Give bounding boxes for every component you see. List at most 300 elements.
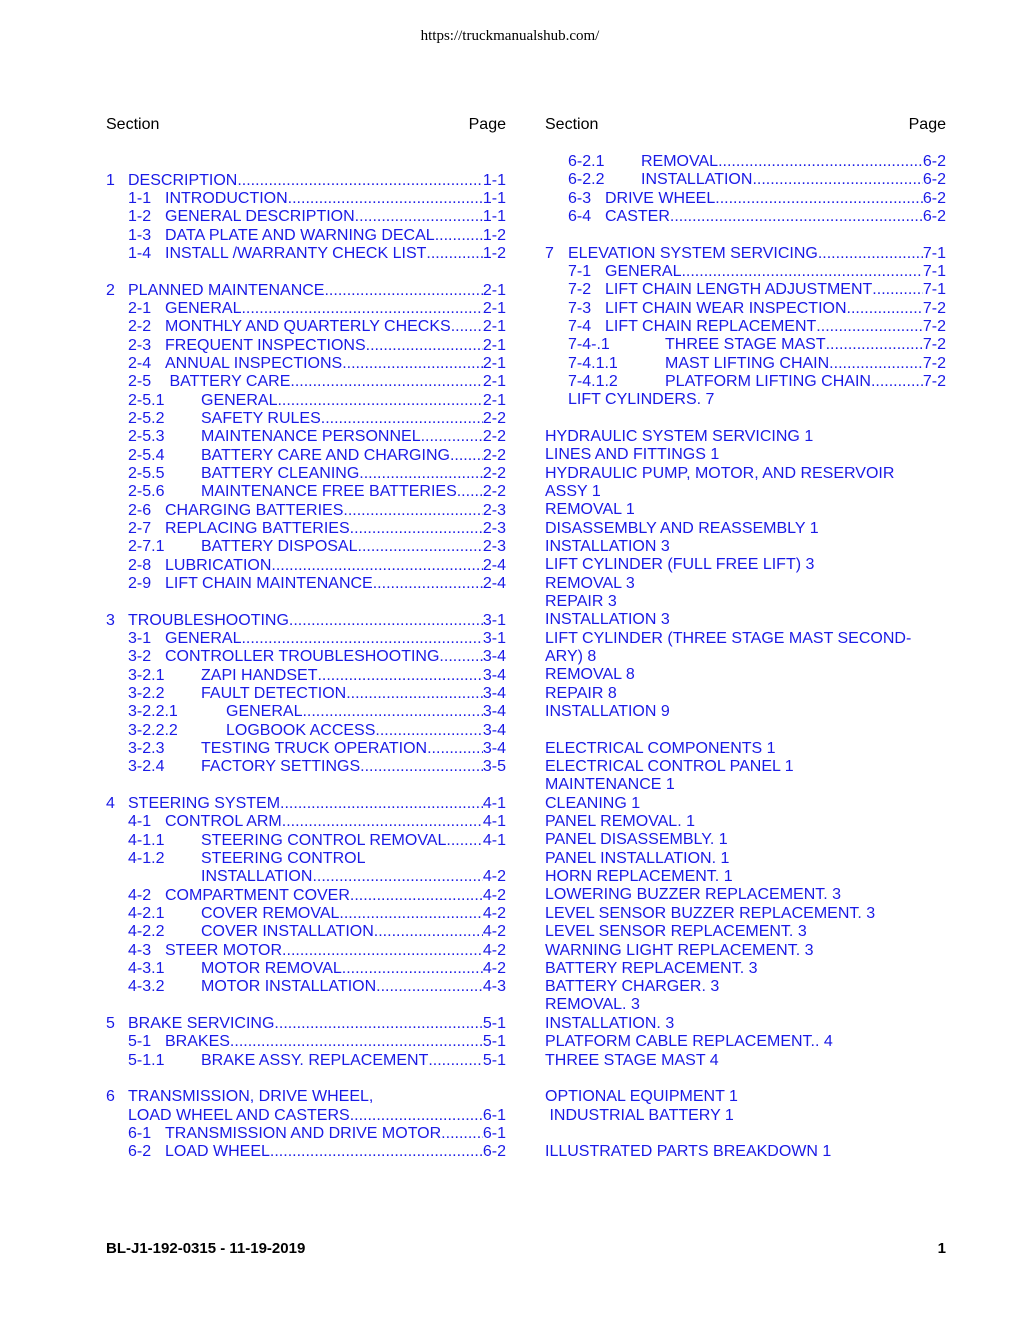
toc-entry-page: 4-2 — [482, 923, 506, 940]
toc-entry-title: CHARGING BATTERIES — [165, 502, 344, 519]
toc-entry-illustrated-parts-breakdown-1[interactable] — [545, 1143, 946, 1161]
toc-entry-level-sensor-buzzer-replacement-3[interactable] — [545, 905, 946, 923]
dot-leader — [317, 667, 482, 685]
toc-entry-title: MAST LIFTING CHAIN — [665, 355, 830, 372]
toc-entry-testing-truck-operation[interactable] — [106, 740, 506, 758]
toc-entry-title: LOAD WHEEL AND CASTERS — [128, 1107, 350, 1124]
toc-entry-title: DISASSEMBLY AND REASSEMBLY 1 — [545, 520, 819, 537]
toc-entry-brake-servicing[interactable] — [106, 1015, 506, 1033]
toc-right-header — [545, 116, 946, 134]
dot-leader — [343, 502, 482, 520]
toc-entry-title: BATTERY CHARGER. 3 — [545, 978, 720, 995]
toc-entry-number: 2-2 — [128, 318, 152, 335]
toc-entry-page: 7-2 — [922, 336, 946, 353]
toc-entry-fault-detection[interactable] — [106, 685, 506, 703]
toc-entry-number: 4-1.2 — [128, 850, 165, 867]
toc-entry-install-warranty-check-list[interactable] — [106, 245, 506, 263]
toc-entry-page: 7-2 — [922, 355, 946, 372]
dot-leader — [355, 208, 483, 226]
dot-leader — [681, 263, 922, 281]
toc-entry-title: LEVEL SENSOR BUZZER REPLACEMENT. 3 — [545, 905, 876, 922]
toc-entry-page: 4-2 — [482, 960, 506, 977]
toc-entry-title: MAINTENANCE 1 — [545, 776, 675, 793]
toc-entry-motor-removal[interactable] — [106, 960, 506, 978]
toc-entry-installation-3[interactable] — [545, 1015, 946, 1033]
toc-entry-page: 6-1 — [482, 1107, 506, 1124]
toc-entry-lift-chain-maintenance[interactable] — [106, 575, 506, 593]
dot-leader — [752, 171, 922, 189]
toc-entry-general-description[interactable] — [106, 208, 506, 226]
toc-entry-removal[interactable] — [545, 153, 946, 171]
toc-entry-planned-maintenance[interactable] — [106, 282, 506, 300]
toc-entry-title: FACTORY SETTINGS — [201, 758, 361, 775]
toc-entry-removal-1[interactable] — [545, 501, 946, 519]
toc-entry-number: 2-5.6 — [128, 483, 165, 500]
dot-leader — [818, 245, 923, 263]
toc-entry-removal-8[interactable] — [545, 666, 946, 684]
toc-entry-title: INSTALLATION. 3 — [545, 1015, 675, 1032]
toc-entry-title: CASTER. — [605, 208, 675, 225]
toc-entry-warning-light-replacement-3[interactable] — [545, 942, 946, 960]
toc-entry-title: STEERING CONTROL — [201, 850, 366, 867]
toc-entry-title: LUBRICATION — [165, 557, 272, 574]
toc-entry-annual-inspections[interactable] — [106, 355, 506, 373]
toc-entry-charging-batteries[interactable] — [106, 502, 506, 520]
toc-entry-battery-disposal[interactable] — [106, 538, 506, 556]
toc-entry-controller-troubleshooting[interactable] — [106, 648, 506, 666]
toc-entry-title: SAFETY RULES — [201, 410, 321, 427]
toc-entry-steering-control-removal[interactable] — [106, 832, 506, 850]
toc-entry-hydraulic-system-servicing-1[interactable] — [545, 428, 946, 446]
toc-entry-page: 7-1 — [922, 281, 946, 298]
toc-entry-title: TESTING TRUCK OPERATION. — [201, 740, 432, 757]
toc-entry-title: DESCRIPTION — [128, 172, 238, 189]
toc-entry-title: OPTIONAL EQUIPMENT 1 — [545, 1088, 738, 1105]
toc-entry-page: 2-2 — [482, 428, 506, 445]
toc-entry-number: 6-2.1 — [568, 153, 605, 170]
toc-entry-page: 3-1 — [482, 612, 506, 629]
toc-entry-installation[interactable] — [106, 868, 506, 886]
toc-entry-installation-3[interactable] — [545, 538, 946, 556]
toc-entry-number: 4-3 — [128, 942, 152, 959]
toc-entry-title: REMOVAL 8 — [545, 666, 635, 683]
toc-entry-caster[interactable] — [545, 208, 946, 226]
toc-entry-page: 4-3 — [482, 978, 506, 995]
toc-entry-platform-cable-replacement-4[interactable] — [545, 1033, 946, 1051]
toc-entry-disassembly-and-reassembly-1[interactable] — [545, 520, 946, 538]
toc-entry-page: 3-1 — [482, 630, 506, 647]
toc-entry-number: 2-5.5 — [128, 465, 165, 482]
toc-entry-page: 3-4 — [482, 648, 506, 665]
toc-entry-title: INSTALLATION — [641, 171, 753, 188]
dot-leader — [302, 703, 482, 721]
toc-entry-title: LOGBOOK ACCESS — [226, 722, 376, 739]
toc-entry-number: 7-4-.1 — [568, 336, 610, 353]
toc-entry-title: GENERAL — [165, 300, 242, 317]
dot-leader — [342, 960, 483, 978]
toc-entry-page: 3-4 — [482, 667, 506, 684]
toc-entry-number: 4-3.2 — [128, 978, 165, 995]
toc-entry-title: LIFT CHAIN WEAR INSPECTION — [605, 300, 847, 317]
toc-entry-page: 1-1 — [482, 172, 506, 189]
toc-entry-title: GENERAL — [201, 392, 278, 409]
toc-entry-number: 3-2.3 — [128, 740, 165, 757]
dot-leader — [312, 868, 482, 886]
toc-entry-number: 7 — [545, 245, 554, 262]
toc-entry-load-wheel[interactable] — [106, 1143, 506, 1161]
toc-entry-installation-9[interactable] — [545, 703, 946, 721]
dot-leader — [290, 373, 483, 391]
dot-leader — [847, 300, 923, 318]
toc-entry-page: 5-1 — [482, 1052, 506, 1069]
toc-entry-data-plate-and-warning-decal[interactable] — [106, 227, 506, 245]
toc-entry-installation-3[interactable] — [545, 611, 946, 629]
toc-entry-title: LIFT CYLINDERS. 7 — [568, 391, 715, 408]
toc-entry-ary-8[interactable] — [545, 648, 946, 666]
toc-entry-introduction[interactable] — [106, 190, 506, 208]
toc-entry-three-stage-mast-4[interactable] — [545, 1052, 946, 1070]
toc-entry-drive-wheel[interactable] — [545, 190, 946, 208]
dot-leader — [381, 978, 483, 996]
toc-entry-battery-charger-3[interactable] — [545, 978, 946, 996]
toc-entry-title: CONTROL ARM — [165, 813, 282, 830]
dot-leader — [289, 612, 483, 630]
toc-entry-title: MOTOR INSTALLATION. — [201, 978, 381, 995]
toc-entry-number: 2-5.3 — [128, 428, 165, 445]
section-column-label: Section — [106, 116, 160, 133]
toc-entry-platform-lifting-chain[interactable] — [545, 373, 946, 391]
toc-entry-electrical-components-1[interactable] — [545, 740, 946, 758]
toc-entry-page: 2-2 — [482, 447, 506, 464]
toc-entry-page: 2-1 — [482, 300, 506, 317]
page-number: 1 — [937, 1240, 946, 1257]
toc-entry-title: BATTERY CARE AND CHARGING — [201, 447, 450, 464]
toc-entry-description[interactable] — [106, 172, 506, 190]
toc-entry-lift-cylinder-three-stage-mast-second[interactable] — [545, 630, 946, 648]
toc-entry-panel-disassembly-1[interactable] — [545, 831, 946, 849]
dot-leader — [421, 428, 483, 446]
toc-entry-lift-chain-wear-inspection[interactable] — [545, 300, 946, 318]
toc-entry-title: STEER MOTOR — [165, 942, 283, 959]
toc-entry-replacing-batteries[interactable] — [106, 520, 506, 538]
dot-leader — [360, 758, 483, 776]
toc-entry-maintenance-personnel[interactable] — [106, 428, 506, 446]
toc-entry-general[interactable] — [106, 392, 506, 410]
dot-leader — [274, 1143, 483, 1161]
toc-entry-page: 2-1 — [482, 373, 506, 390]
toc-entry-lift-cylinders-7[interactable] — [545, 391, 946, 409]
dot-leader — [274, 1015, 482, 1033]
toc-entry-safety-rules[interactable] — [106, 410, 506, 428]
toc-entry-title: BRAKE ASSY. REPLACEMENT — [201, 1052, 429, 1069]
dot-leader — [674, 208, 923, 226]
toc-entry-horn-replacement-1[interactable] — [545, 868, 946, 886]
toc-entry-page: 2-2 — [482, 465, 506, 482]
toc-entry-logbook-access[interactable] — [106, 722, 506, 740]
toc-entry-removal-3[interactable] — [545, 996, 946, 1014]
toc-entry-page: 2-3 — [482, 520, 506, 537]
toc-entry-steering-system[interactable] — [106, 795, 506, 813]
dot-leader — [377, 575, 483, 593]
toc-entry-lift-chain-length-adjustment[interactable] — [545, 281, 946, 299]
toc-entry-maintenance-1[interactable] — [545, 776, 946, 794]
toc-entry-maintenance-free-batteries[interactable] — [106, 483, 506, 501]
toc-entry-title: LINES AND FITTINGS 1 — [545, 446, 720, 463]
toc-entry-electrical-control-panel-1[interactable] — [545, 758, 946, 776]
toc-entry-level-sensor-replacement-3[interactable] — [545, 923, 946, 941]
toc-entry-load-wheel-and-casters[interactable] — [106, 1107, 506, 1125]
dot-leader — [277, 392, 482, 410]
toc-entry-battery-care[interactable] — [106, 373, 506, 391]
toc-entry-page: 3-4 — [482, 703, 506, 720]
toc-entry-number: 4 — [106, 795, 115, 812]
toc-entry-title: HYDRAULIC SYSTEM SERVICING 1 — [545, 428, 814, 445]
toc-entry-number: 1 — [106, 172, 115, 189]
toc-entry-page: 2-4 — [482, 575, 506, 592]
toc-entry-general[interactable] — [106, 300, 506, 318]
dot-leader — [428, 1052, 483, 1070]
toc-entry-number: 2-9 — [128, 575, 152, 592]
toc-entry-title: MONTHLY AND QUARTERLY CHECKS — [165, 318, 451, 335]
toc-entry-title: ZAPI HANDSET — [201, 667, 318, 684]
dot-leader — [350, 520, 483, 538]
toc-entry-panel-removal-1[interactable] — [545, 813, 946, 831]
toc-entry-number: 3-1 — [128, 630, 152, 647]
page-footer — [106, 1240, 946, 1260]
toc-entry-page: 7-1 — [922, 245, 946, 262]
toc-entry-title: TROUBLESHOOTING — [128, 612, 289, 629]
dot-leader — [432, 740, 483, 758]
toc-entry-title: REPLACING BATTERIES — [165, 520, 350, 537]
toc-entry-page: 2-1 — [482, 355, 506, 372]
toc-entry-title: REMOVAL — [641, 153, 719, 170]
toc-entry-steer-motor[interactable] — [106, 942, 506, 960]
toc-entry-page: 2-1 — [482, 318, 506, 335]
toc-entry-assy-1[interactable] — [545, 483, 946, 501]
toc-entry-number: 2-5.1 — [128, 392, 165, 409]
toc-entry-title: INDUSTRIAL BATTERY 1 — [545, 1107, 734, 1124]
dot-leader — [871, 373, 923, 391]
toc-entry-optional-equipment-1[interactable] — [545, 1088, 946, 1106]
toc-entry-title: PLANNED MAINTENANCE — [128, 282, 325, 299]
toc-entry-monthly-and-quarterly-checks[interactable] — [106, 318, 506, 336]
toc-entry-page: 3-4 — [482, 685, 506, 702]
toc-entry-general[interactable] — [106, 630, 506, 648]
toc-entry-page: 4-1 — [482, 832, 506, 849]
toc-entry-title: INSTALLATION — [201, 868, 313, 885]
toc-entry-battery-care-and-charging[interactable] — [106, 447, 506, 465]
dot-leader — [282, 813, 483, 831]
toc-entry-compartment-cover[interactable] — [106, 887, 506, 905]
dot-leader — [816, 318, 923, 336]
dot-leader — [280, 795, 483, 813]
toc-entry-battery-replacement-3[interactable] — [545, 960, 946, 978]
toc-entry-page: 2-1 — [482, 337, 506, 354]
toc-entry-page: 2-1 — [482, 282, 506, 299]
toc-entry-control-arm[interactable] — [106, 813, 506, 831]
toc-entry-cleaning-1[interactable] — [545, 795, 946, 813]
toc-entry-cover-installation[interactable] — [106, 923, 506, 941]
toc-left-header — [106, 116, 506, 134]
toc-entry-page: 4-1 — [482, 795, 506, 812]
toc-entry-title: DRIVE WHEEL — [605, 190, 716, 207]
toc-entry-title: ELECTRICAL CONTROL PANEL 1 — [545, 758, 794, 775]
toc-entry-page: 1-1 — [482, 190, 506, 207]
dot-leader — [346, 685, 483, 703]
toc-entry-troubleshooting[interactable] — [106, 612, 506, 630]
toc-entry-number: 7-4 — [568, 318, 592, 335]
toc-entry-page: 7-1 — [922, 263, 946, 280]
toc-entry-number: 1-2 — [128, 208, 152, 225]
dot-leader — [282, 942, 483, 960]
toc-entry-transmission-drive-wheel[interactable] — [106, 1088, 506, 1106]
toc-entry-page: 6-1 — [482, 1125, 506, 1142]
toc-entry-page: 5-1 — [482, 1033, 506, 1050]
toc-entry-title: PANEL REMOVAL. 1 — [545, 813, 695, 830]
toc-entry-zapi-handset[interactable] — [106, 667, 506, 685]
toc-entry-page: 4-2 — [482, 905, 506, 922]
toc-entry-lowering-buzzer-replacement-3[interactable] — [545, 886, 946, 904]
toc-entry-number: 2-6 — [128, 502, 152, 519]
dot-leader — [237, 172, 483, 190]
toc-entry-title: LIFT CYLINDER (THREE STAGE MAST SECOND- — [545, 630, 912, 647]
dot-leader — [324, 282, 482, 300]
page-column-label: Page — [468, 116, 506, 133]
dot-leader — [446, 1125, 483, 1143]
toc-entry-number: 7-3 — [568, 300, 592, 317]
dot-leader — [241, 300, 482, 318]
toc-entry-page: 5-1 — [482, 1015, 506, 1032]
toc-entry-transmission-and-drive-motor[interactable] — [106, 1125, 506, 1143]
toc-entry-page: 1-2 — [482, 245, 506, 262]
dot-leader — [451, 318, 483, 336]
toc-entry-title: BATTERY CLEANING — [201, 465, 360, 482]
toc-entry-number: 4-1 — [128, 813, 152, 830]
toc-entry-page: 4-2 — [482, 942, 506, 959]
toc-entry-number: 1-4 — [128, 245, 152, 262]
toc-entry-number: 7-4.1.1 — [568, 355, 618, 372]
dot-leader — [829, 355, 923, 373]
dot-leader — [426, 245, 482, 263]
toc-entry-title: ILLUSTRATED PARTS BREAKDOWN 1 — [545, 1143, 832, 1160]
toc-entry-brakes[interactable] — [106, 1033, 506, 1051]
toc-entry-page: 2-2 — [482, 483, 506, 500]
toc-entry-industrial-battery-1[interactable] — [545, 1107, 946, 1125]
toc-entry-title: ANNUAL INSPECTIONS — [165, 355, 343, 372]
toc-entry-mast-lifting-chain[interactable] — [545, 355, 946, 373]
toc-entry-title: INSTALL /WARRANTY CHECK LIST — [165, 245, 427, 262]
toc-entry-hydraulic-pump-motor-and-reservoir[interactable] — [545, 465, 946, 483]
toc-entry-steering-control[interactable] — [106, 850, 506, 868]
toc-entry-page: 6-2 — [922, 153, 946, 170]
toc-entry-removal-3[interactable] — [545, 575, 946, 593]
toc-entry-title: MAINTENANCE PERSONNEL — [201, 428, 421, 445]
toc-entry-title: THREE STAGE MAST 4 — [545, 1052, 719, 1069]
toc-entry-repair-8[interactable] — [545, 685, 946, 703]
toc-entry-lubrication[interactable] — [106, 557, 506, 575]
toc-entry-three-stage-mast[interactable] — [545, 336, 946, 354]
toc-entry-title: FREQUENT INSPECTIONS — [165, 337, 366, 354]
toc-entry-brake-assy-replacement[interactable] — [106, 1052, 506, 1070]
toc-entry-panel-installation-1[interactable] — [545, 850, 946, 868]
toc-entry-title: GENERAL — [605, 263, 682, 280]
toc-entry-number: 2 — [106, 282, 115, 299]
toc-entry-title: LEVEL SENSOR REPLACEMENT. 3 — [545, 923, 807, 940]
toc-entry-title: CLEANING 1 — [545, 795, 641, 812]
dot-leader — [457, 483, 483, 501]
toc-entry-number: 4-2.1 — [128, 905, 165, 922]
dot-leader — [358, 538, 483, 556]
toc-entry-title: INTRODUCTION — [165, 190, 288, 207]
toc-entry-general[interactable] — [106, 703, 506, 721]
toc-entry-installation[interactable] — [545, 171, 946, 189]
toc-entry-title: TRANSMISSION, DRIVE WHEEL, — [128, 1088, 374, 1105]
toc-entry-general[interactable] — [545, 263, 946, 281]
toc-entry-title: TRANSMISSION AND DRIVE MOTOR. — [165, 1125, 446, 1142]
toc-entry-page: 2-1 — [482, 392, 506, 409]
toc-entry-factory-settings[interactable] — [106, 758, 506, 776]
toc-entry-page: 1-2 — [482, 227, 506, 244]
toc-entry-title: LOWERING BUZZER REPLACEMENT. 3 — [545, 886, 842, 903]
toc-entry-title: FAULT DETECTION — [201, 685, 347, 702]
toc-entry-battery-cleaning[interactable] — [106, 465, 506, 483]
toc-entry-title: GENERAL DESCRIPTION — [165, 208, 355, 225]
toc-entry-title: PANEL INSTALLATION. 1 — [545, 850, 730, 867]
dot-leader — [374, 923, 483, 941]
toc-entry-title: GENERAL — [226, 703, 303, 720]
toc-entry-page: 2-3 — [482, 538, 506, 555]
toc-entry-number: 3 — [106, 612, 115, 629]
toc-entry-number: 1-3 — [128, 227, 152, 244]
toc-entry-number: 2-5.4 — [128, 447, 165, 464]
toc-right-column — [545, 116, 946, 1160]
toc-entry-title: BRAKE SERVICING — [128, 1015, 275, 1032]
toc-entry-title: REMOVAL 3 — [545, 575, 635, 592]
toc-entry-motor-installation[interactable] — [106, 978, 506, 996]
toc-entry-number: 4-3.1 — [128, 960, 165, 977]
page-column-label: Page — [908, 116, 946, 133]
toc-entry-number: 6-3 — [568, 190, 592, 207]
toc-entry-lines-and-fittings-1[interactable] — [545, 446, 946, 464]
toc-entry-number: 2-5.2 — [128, 410, 165, 427]
toc-entry-number: 3-2.2 — [128, 685, 165, 702]
toc-entry-page: 4-2 — [482, 887, 506, 904]
toc-entry-number: 7-4.1.2 — [568, 373, 618, 390]
document-id: BL-J1-192-0315 - 11-19-2019 — [106, 1240, 306, 1257]
toc-entry-page: 2-2 — [482, 410, 506, 427]
toc-entry-number: 6-2 — [128, 1143, 152, 1160]
toc-entry-lift-chain-replacement[interactable] — [545, 318, 946, 336]
toc-entry-title: ELECTRICAL COMPONENTS 1 — [545, 740, 776, 757]
dot-leader — [288, 190, 483, 208]
toc-entry-title: MAINTENANCE FREE BATTERIES — [201, 483, 457, 500]
toc-entry-number: 5-1.1 — [128, 1052, 165, 1069]
toc-entry-elevation-system-servicing[interactable] — [545, 245, 946, 263]
dot-leader — [715, 190, 923, 208]
dot-leader — [350, 1107, 483, 1125]
toc-entry-frequent-inspections[interactable] — [106, 337, 506, 355]
toc-entry-repair-3[interactable] — [545, 593, 946, 611]
toc-entry-title: BATTERY CARE — [165, 373, 291, 390]
toc-entry-title: HYDRAULIC PUMP, MOTOR, AND RESERVOIR — [545, 465, 895, 482]
toc-entry-title: LIFT CYLINDER (FULL FREE LIFT) 3 — [545, 556, 815, 573]
toc-entry-cover-removal[interactable] — [106, 905, 506, 923]
toc-entry-page: 3-4 — [482, 740, 506, 757]
toc-entry-lift-cylinder-full-free-lift-3[interactable] — [545, 556, 946, 574]
toc-entry-page: 6-2 — [922, 208, 946, 225]
toc-entry-title: MOTOR REMOVAL — [201, 960, 342, 977]
toc-entry-number: 6 — [106, 1088, 115, 1105]
